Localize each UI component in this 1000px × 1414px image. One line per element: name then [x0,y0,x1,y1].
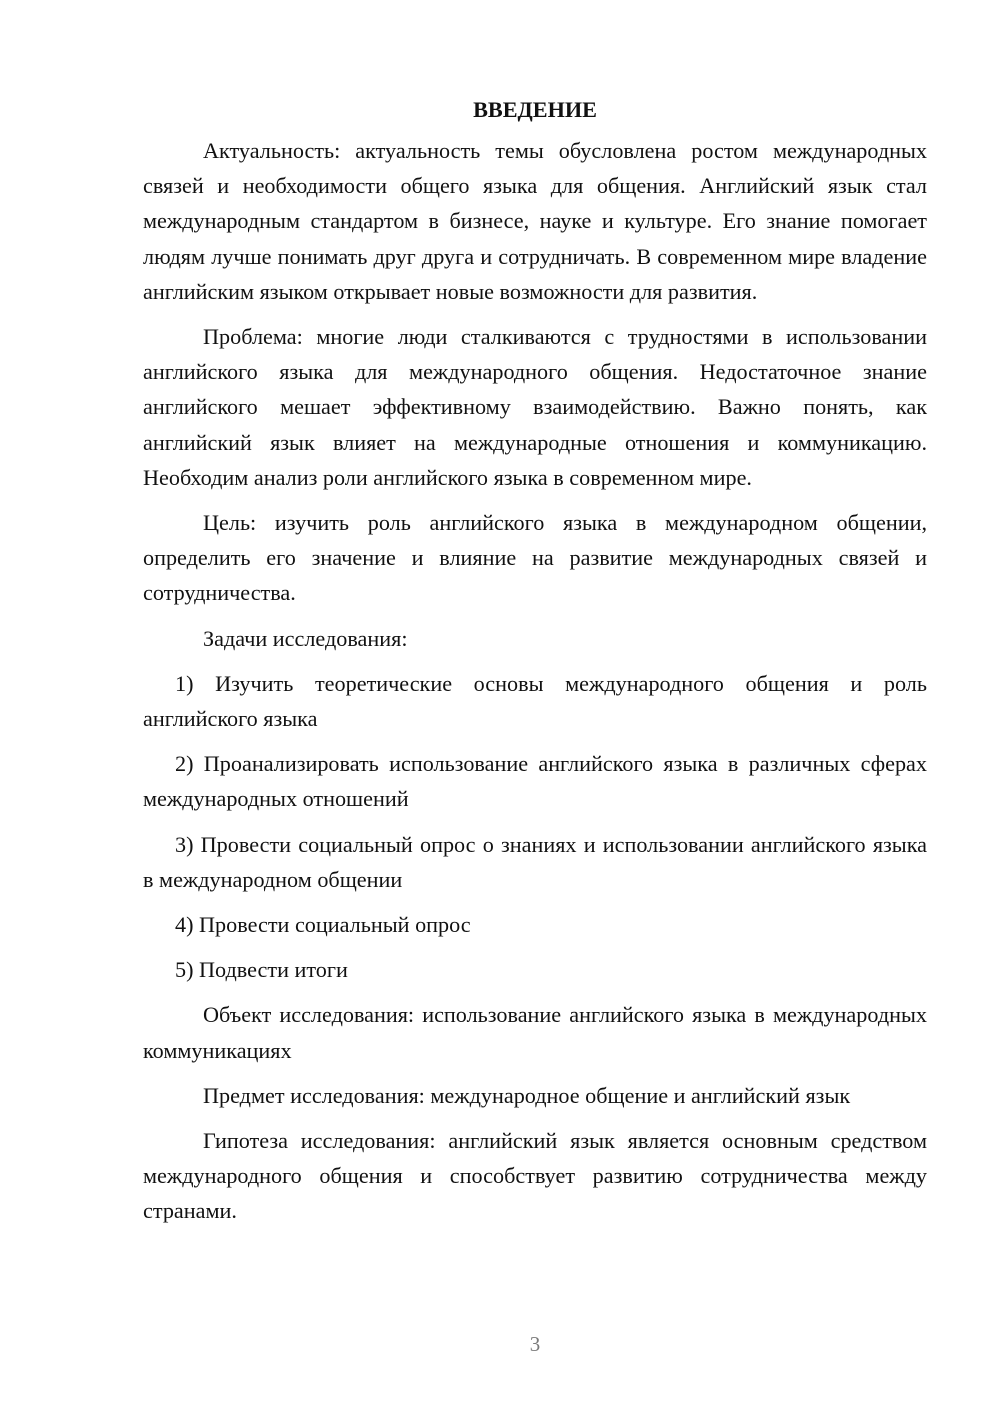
page-title: ВВЕДЕНИЕ [473,97,597,122]
task-item-5: 5) Подвести итоги [175,957,348,983]
task-item-1: 1) Изучить теоретические основы международного общения и роль английского языка [143,670,927,732]
tasks-heading: Задачи исследования: [203,625,408,651]
paragraph-object: Объект исследования: использование английского языка в международных коммуникациях [143,1002,927,1063]
page-content [143,92,927,1239]
task-item-3: 3) Провести социальный опрос о знаниях и использовании английского языка в международном общении [143,831,927,892]
paragraph-problem: Проблема: многие люди сталкиваются с трудностями в использовании английского языка для международного общения. Недостаточное знание английского мешает эффективному взаимодействию. Важно понять, как английский язык влияет на международные отношения и коммуникацию. Необходим анализ роли английского языка в современном мире. [143,324,927,490]
paragraph-hypothesis: Гипотеза исследования: английский язык является основным средством международного общения и способствует развитию сотрудничества между странами. [143,1128,927,1224]
paragraph-goal: Цель: изучить роль английского языка в международном общении, определить его значение и влияние на развитие международных связей и сотрудничества. [143,510,927,606]
paragraph-relevance: Актуальность: актуальность темы обусловлена ростом международных связей и необходимости общего языка для общения. Английский язык стал международным стандартом в бизнесе, науке и культуре. Его знание помогает людям лучше понимать друг друга и сотрудничать. В современном мире владение английским языком открывает новые возможности для развития. [143,138,927,304]
task-item-2: 2) Проанализировать использование английского языка в различных сферах международных отношений [143,751,927,812]
paragraph-subject: Предмет исследования: международное общение и английский язык [203,1082,851,1108]
page-number: 3 [529,1332,541,1356]
task-item-4: 4) Провести социальный опрос [175,912,471,938]
